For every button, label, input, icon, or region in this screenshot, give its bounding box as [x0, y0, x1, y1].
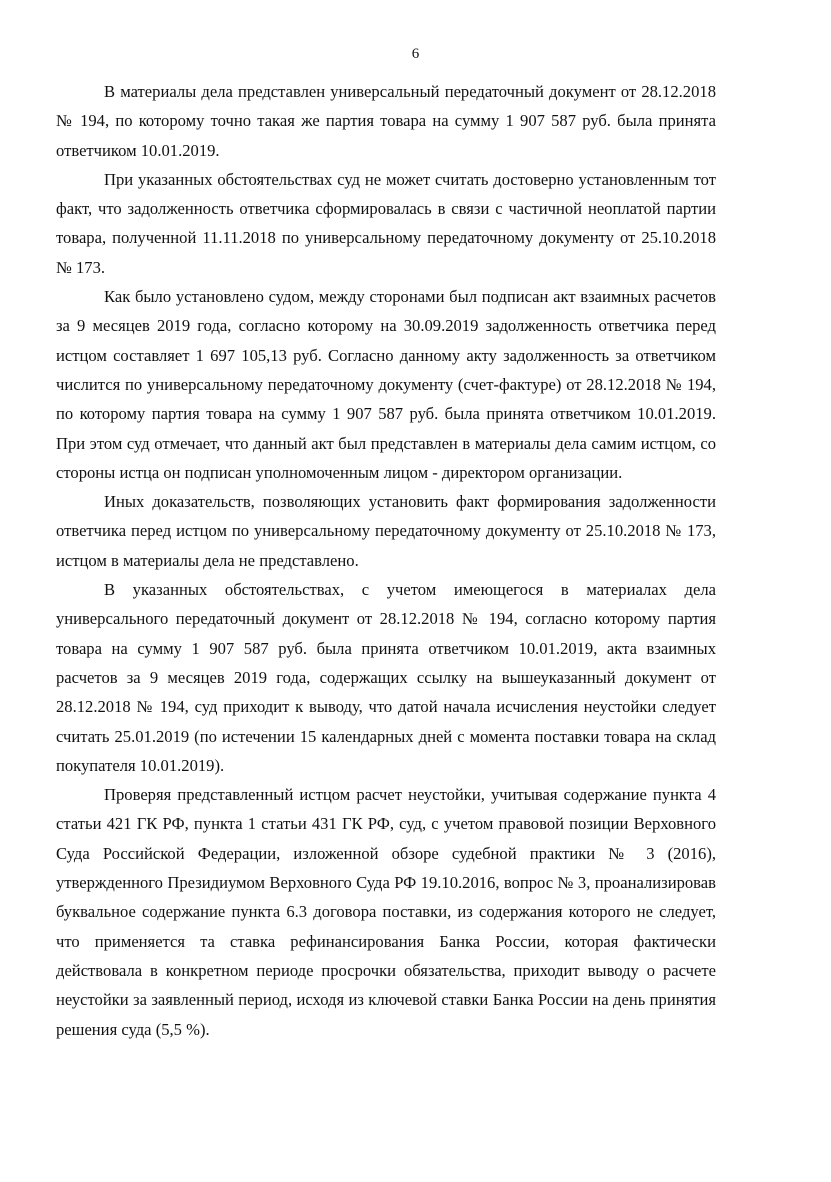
paragraph-2: При указанных обстоятельствах суд не может считать достоверно установленным тот факт, что задолженность ответчика сформировалась в связи с частичной неоплатой партии товара, полученной 11.11.2018 по универсальному передаточному документу от 25.10.2018 № 173. — [56, 169, 716, 277]
paragraph-3: Как было установлено судом, между сторонами был подписан акт взаимных расчетов за 9 месяцев 2019 года, согласно которому на 30.09.2019 задолженность ответчика перед истцом составляет 1 697 105,13 руб. Согласно данному акту задолженность за ответчиком числится по универсальному передаточному документу (счет-фактуре) от 28.12.2018 № 194, по которому партия товара на сумму 1 907 587 руб. была принята ответчиком 10.01.2019. При этом суд отмечает, что данный акт был представлен в материалы дела самим истцом, со стороны истца он подписан уполномоченным лицом - директором организации. — [56, 287, 716, 482]
paragraph-5: В указанных обстоятельствах, с учетом имеющегося в материалах дела универсального передаточный документ от 28.12.2018 № 194, согласно которому партия товара на сумму 1 907 587 руб. была принята ответчиком 10.01.2019, акта взаимных расчетов за 9 месяцев 2019 года, содержащих ссылку на вышеуказанный документ от 28.12.2018 № 194, суд приходит к выводу, что датой начала исчисления неустойки следует считать 25.01.2019 (по истечении 15 календарных дней с момента поставки товара на склад покупателя 10.01.2019). — [56, 580, 716, 775]
page-number: 6 — [411, 46, 420, 62]
paragraph-4: Иных доказательств, позволяющих установить факт формирования задолженности ответчика перед истцом по универсальному передаточному документу от 25.10.2018 № 173, истцом в материалы дела не представлено. — [56, 492, 716, 570]
document-body — [56, 77, 716, 1044]
paragraph-1: В материалы дела представлен универсальный передаточный документ от 28.12.2018 № 194, по которому точно такая же партия товара на сумму 1 907 587 руб. была принята ответчиком 10.01.2019. — [56, 82, 716, 160]
paragraph-6: Проверяя представленный истцом расчет неустойки, учитывая содержание пункта 4 статьи 421 ГК РФ, пункта 1 статьи 431 ГК РФ, суд, с учетом правовой позиции Верховного Суда Российской Федерации, изложенной обзоре судебной практики № 3 (2016), утвержденного Президиумом Верховного Суда РФ 19.10.2016, вопрос № 3, проанализировав буквальное содержание пункта 6.3 договора поставки, из содержания которого не следует, что применяется та ставка рефинансирования Банка России, которая фактически действовала в конкретном периоде просрочки обязательства, приходит выводу о расчете неустойки за заявленный период, исходя из ключевой ставки Банка России на день принятия решения суда (5,5 %). — [56, 785, 716, 1039]
